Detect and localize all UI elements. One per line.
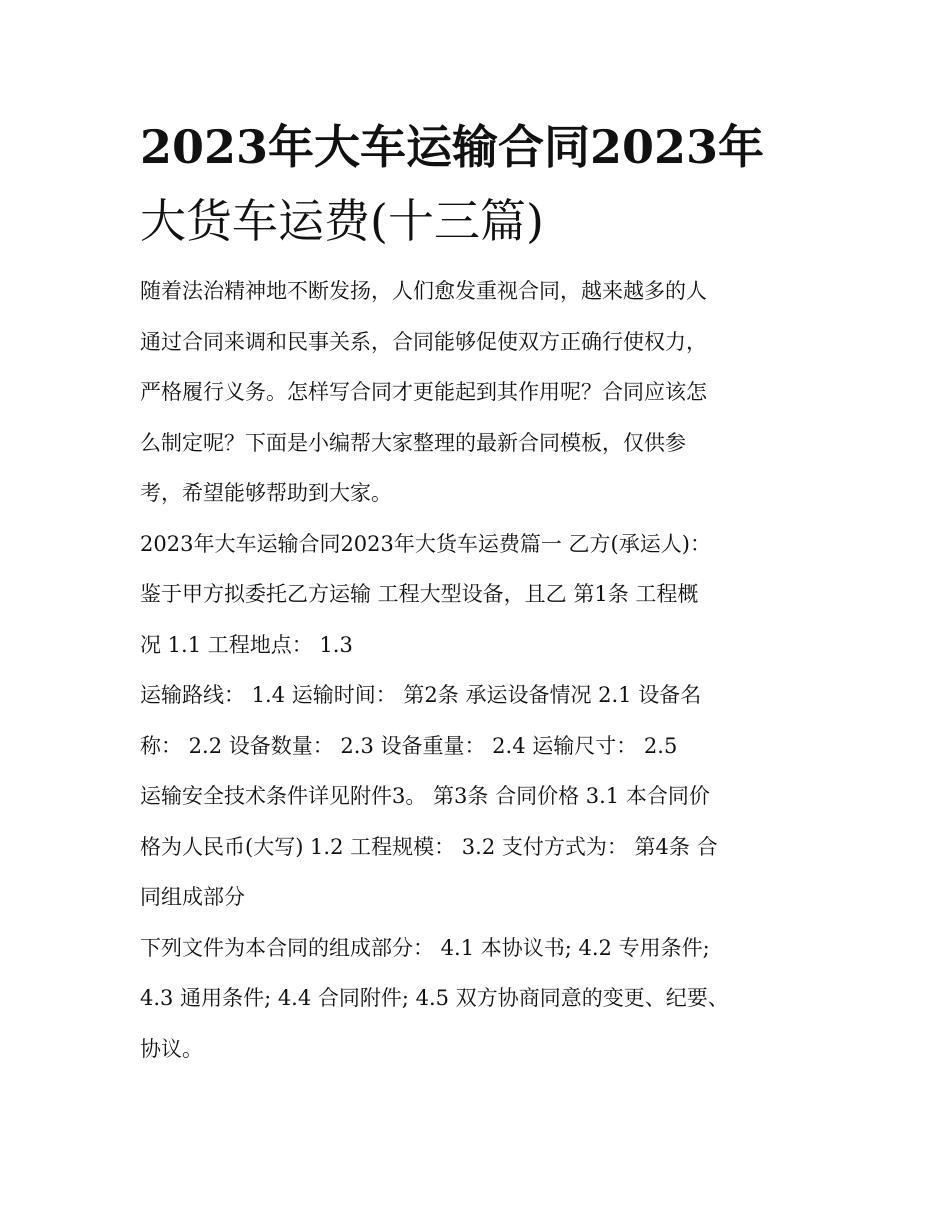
body-line: 称： 2.2 设备数量： 2.3 设备重量： 2.4 运输尺寸： 2.5: [140, 733, 678, 758]
title-line: 2023年大车运输合同2023年: [140, 120, 765, 174]
body-line: 鉴于甲方拟委托乙方运输 工程大型设备，且乙 第1条 工程概: [140, 582, 699, 606]
body-line: 通过合同来调和民事关系，合同能够促使双方正确行使权力，: [140, 329, 707, 354]
body-line: 么制定呢？下面是小编帮大家整理的最新合同模板，仅供参: [140, 430, 686, 455]
title-line: 大货车运费(十三篇): [140, 194, 544, 248]
body-line: 格为人民币(大写) 1.2 工程规模： 3.2 支付方式为： 第4条 合: [140, 834, 718, 859]
document-title: [140, 110, 820, 258]
body-line: 况 1.1 工程地点： 1.3: [140, 632, 353, 657]
body-line: 同组成部分: [140, 885, 245, 909]
body-line: 严格履行义务。怎样写合同才更能起到其作用呢？合同应该怎: [140, 380, 707, 404]
document-page: [140, 110, 820, 1074]
document-body: [140, 266, 820, 1074]
body-line: 4.3 通用条件; 4.4 合同附件; 4.5 双方协商同意的变更、纪要、: [140, 986, 729, 1010]
body-line: 协议。: [140, 1036, 203, 1061]
body-line: 随着法治精神地不断发扬，人们愈发重视合同，越来越多的人: [140, 279, 707, 303]
body-line: 下列文件为本合同的组成部分： 4.1 本协议书; 4.2 专用条件;: [140, 935, 710, 960]
body-line: 运输安全技术条件详见附件3。 第3条 合同价格 3.1 本合同价: [140, 784, 710, 808]
body-line: 考，希望能够帮助到大家。: [140, 481, 392, 505]
body-line: 运输路线： 1.4 运输时间： 第2条 承运设备情况 2.1 设备名: [140, 683, 702, 707]
body-line: 2023年大车运输合同2023年大货车运费篇一 乙方(承运人)：: [140, 531, 711, 556]
